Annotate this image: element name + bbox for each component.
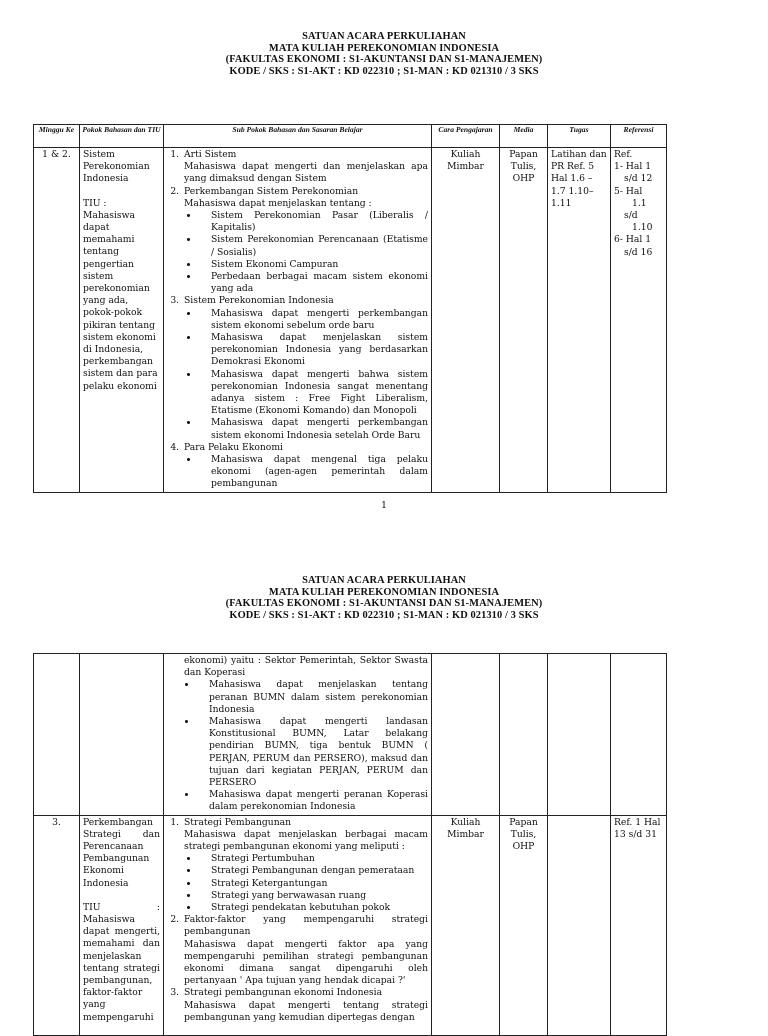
cell-pokok [80, 815, 164, 1035]
list-item: 4. Para Pelaku Ekonomi • Mahasiswa dapat mengenal tiga pelaku ekonomi (agen-agen pemerintah dalam pembangunan [182, 442, 428, 491]
bullet-list [184, 853, 428, 914]
pokok-title: Sistem Perekonomian Indonesia [83, 149, 150, 185]
page-header [0, 575, 768, 621]
list-item: • Mahasiswa dapat mengerti bahwa sistem perekonomian Indonesia sangat menentang adanya sistem : Free Fight Liberalism, Etatisme (Ekonomi Komando) dan Monopoli [199, 369, 428, 418]
cell-media [500, 654, 548, 816]
cell-tugas [548, 815, 611, 1035]
cell-tugas: Latihan dan PR Ref. 5 Hal 1.6 –1.7 1.10– 1.11 [548, 148, 611, 493]
page-header [0, 31, 768, 77]
col-header-cara: Cara Pengajaran [432, 125, 500, 148]
col-header-media: Media [500, 125, 548, 148]
list-item: • Mahasiswa dapat menjelaskan tentang peranan BUMN dalam sistem perekonomian Indonesia [197, 679, 428, 716]
list-item: 2. Perkembangan Sistem Perekonomian Mahasiswa dapat menjelaskan tentang : • Sistem Perekonomian Pasar (Liberalis / Kapitalis) • Sistem Perekonomian Perencanaan (Etatisme / Sosialis) • Sistem Ekonomi Campuran • Perbedaan berbagai macam sistem ekonomi yang ada [182, 186, 428, 296]
header-faculty: (FAKULTAS EKONOMI : S1-AKUNTANSI DAN S1-MANAJEMEN) [225, 54, 543, 66]
cell-media: Papan Tulis, OHP [500, 148, 548, 493]
continued-text: ekonomi) yaitu : Sektor Pemerintah, Sektor Swasta dan Koperasi [184, 655, 428, 679]
table-header-row [34, 125, 667, 148]
bullet-list [184, 210, 428, 295]
table-row [34, 148, 667, 493]
table-row [34, 815, 667, 1035]
cell-referensi: Ref. 1- Hal 1 s/d 12 5- Hal 1.1 s/d 1.10 6- Hal 1 s/d 16 [611, 148, 667, 493]
header-code: KODE / SKS : S1-AKT : KD 022310 ; S1-MAN : KD 021310 / 3 SKS [229, 609, 539, 621]
header-course: MATA KULIAH PEREKONOMIAN INDONESIA [268, 42, 500, 54]
cell-pokok [80, 148, 164, 493]
sub-list [167, 817, 428, 1024]
list-item: • Sistem Perekonomian Pasar (Liberalis / Kapitalis) [199, 210, 428, 234]
list-item: • Mahasiswa dapat mengerti perkembangan sistem ekonomi Indonesia setelah Orde Baru [199, 417, 428, 441]
list-item: 3. Sistem Perekonomian Indonesia • Mahasiswa dapat mengerti perkembangan sistem ekonomi sebelum orde baru • Mahasiswa dapat menjelaskan sistem perekonomian Indonesia yang berdasarkan Demokrasi Ekonomi • Mahasiswa dapat mengerti bahwa sistem perekonomian Indonesia sangat menentang adanya sistem : Free Fight Liberalism, Etatisme (Ekonomi Komando) dan Monopoli • Mahasiswa dapat mengerti perkembangan sistem ekonomi Indonesia setelah Orde Baru [182, 295, 428, 441]
list-item: • Sistem Perekonomian Perencanaan (Etatisme / Sosialis) [199, 234, 428, 258]
header-code: KODE / SKS : S1-AKT : KD 022310 ; S1-MAN : KD 021310 / 3 SKS [229, 65, 539, 77]
cell-minggu: 1 & 2. [34, 148, 80, 493]
header-course: MATA KULIAH PEREKONOMIAN INDONESIA [268, 586, 500, 598]
list-item: • Mahasiswa dapat mengerti peranan Koperasi dalam perekonomian Indonesia [197, 789, 428, 813]
page-2 [0, 548, 768, 1024]
list-item: 1. Strategi Pembangunan Mahasiswa dapat menjelaskan berbagai macam strategi pembangunan ekonomi yang meliputi : • Strategi Pertumbuhan • Strategi Pembangunan dengan pemerataan • Strategi Ketergantungan • Strategi yang berwawasan ruang • Strategi pendekatan kebutuhan pokok [182, 817, 428, 915]
cell-cara [432, 654, 500, 816]
list-item: • Perbedaan berbagai macam sistem ekonomi yang ada [199, 271, 428, 295]
list-item: 3. Strategi pembangunan ekonomi Indonesia Mahasiswa dapat mengerti tentang strategi pembangunan yang kemudian dipertegas dengan [182, 987, 428, 1024]
header-title: SATUAN ACARA PERKULIAHAN [302, 31, 466, 42]
cell-referensi [611, 654, 667, 816]
bullet-list [184, 454, 428, 491]
list-item: • Mahasiswa dapat mengerti perkembangan sistem ekonomi sebelum orde baru [199, 308, 428, 332]
sap-table-page-2 [33, 653, 667, 1036]
col-header-minggu: Minggu Ke [34, 125, 80, 148]
cell-minggu [34, 654, 80, 816]
page-number: 1 [380, 500, 388, 511]
header-faculty: (FAKULTAS EKONOMI : S1-AKUNTANSI DAN S1-MANAJEMEN) [225, 598, 543, 610]
list-item: • Strategi yang berwawasan ruang [199, 890, 428, 902]
cell-sub [164, 148, 432, 493]
col-header-tugas: Tugas [548, 125, 611, 148]
list-item: • Strategi Ketergantungan [199, 878, 428, 890]
list-item: 2. Faktor-faktor yang mempengaruhi strategi pembangunan Mahasiswa dapat mengerti faktor apa yang mempengaruhi pemilihan strategi pembangunan ekonomi dimana sangat dipengaruhi oleh pertanyaan ' Apa tujuan yang hendak dicapai ?' [182, 914, 428, 987]
list-item: • Strategi pendekatan kebutuhan pokok [199, 902, 428, 914]
bullet-list [184, 308, 428, 442]
cell-cara: Kuliah Mimbar [432, 815, 500, 1035]
sap-table-page-1 [33, 124, 667, 493]
list-item: • Strategi Pembangunan dengan pemerataan [199, 865, 428, 877]
list-item: 1. Arti Sistem Mahasiswa dapat mengerti dan menjelaskan apa yang dimaksud dengan Sistem [182, 149, 428, 186]
list-item: • Mahasiswa dapat menjelaskan sistem perekonomian Indonesia yang berdasarkan Demokrasi Ekonomi [199, 332, 428, 369]
bullet-list [167, 679, 428, 813]
sub-list [167, 149, 428, 491]
cell-media: Papan Tulis, OHP [500, 815, 548, 1035]
tiu-text: TIU : Mahasiswa dapat mengerti, memahami dan menjelaskan tentang strategi pembangunan, faktor-faktor yang mempengaruhi [83, 901, 160, 1023]
cell-cara: Kuliah Mimbar [432, 148, 500, 493]
header-title: SATUAN ACARA PERKULIAHAN [302, 575, 466, 586]
cell-sub [164, 654, 432, 816]
list-item: • Mahasiswa dapat mengenal tiga pelaku ekonomi (agen-agen pemerintah dalam pembangunan [199, 454, 428, 491]
list-item: • Strategi Pertumbuhan [199, 853, 428, 865]
cell-sub [164, 815, 432, 1035]
cell-minggu: 3. [34, 815, 80, 1035]
pokok-title: Perkembangan Strategi dan Perencanaan Pembangunan Ekonomi Indonesia [83, 816, 160, 889]
cell-pokok [80, 654, 164, 816]
list-item: • Mahasiswa dapat mengerti landasan Konstitusional BUMN, Latar belakang pendirian BUMN, tiga bentuk BUMN ( PERJAN, PERUM dan PERSERO), maksud dan tujuan dari kegiatan PERJAN, PERUM dan PERSERO [197, 716, 428, 789]
tiu-text: TIU : Mahasiswa dapat memahami tentang pengertian sistem perekonomian yang ada, pokok-pokok pikiran tentang sistem ekonomi di Indonesia, perkembangan sistem dan para pelaku ekonomi [83, 197, 158, 392]
col-header-sub: Sub Pokok Bahasan dan Sasaran Belajar [164, 125, 432, 148]
cell-tugas [548, 654, 611, 816]
list-item: • Sistem Ekonomi Campuran [199, 259, 428, 271]
table-row [34, 654, 667, 816]
cell-referensi: Ref. 1 Hal 13 s/d 31 [611, 815, 667, 1035]
col-header-referensi: Referensi [611, 125, 667, 148]
col-header-pokok: Pokok Bahasan dan TIU [80, 125, 164, 148]
